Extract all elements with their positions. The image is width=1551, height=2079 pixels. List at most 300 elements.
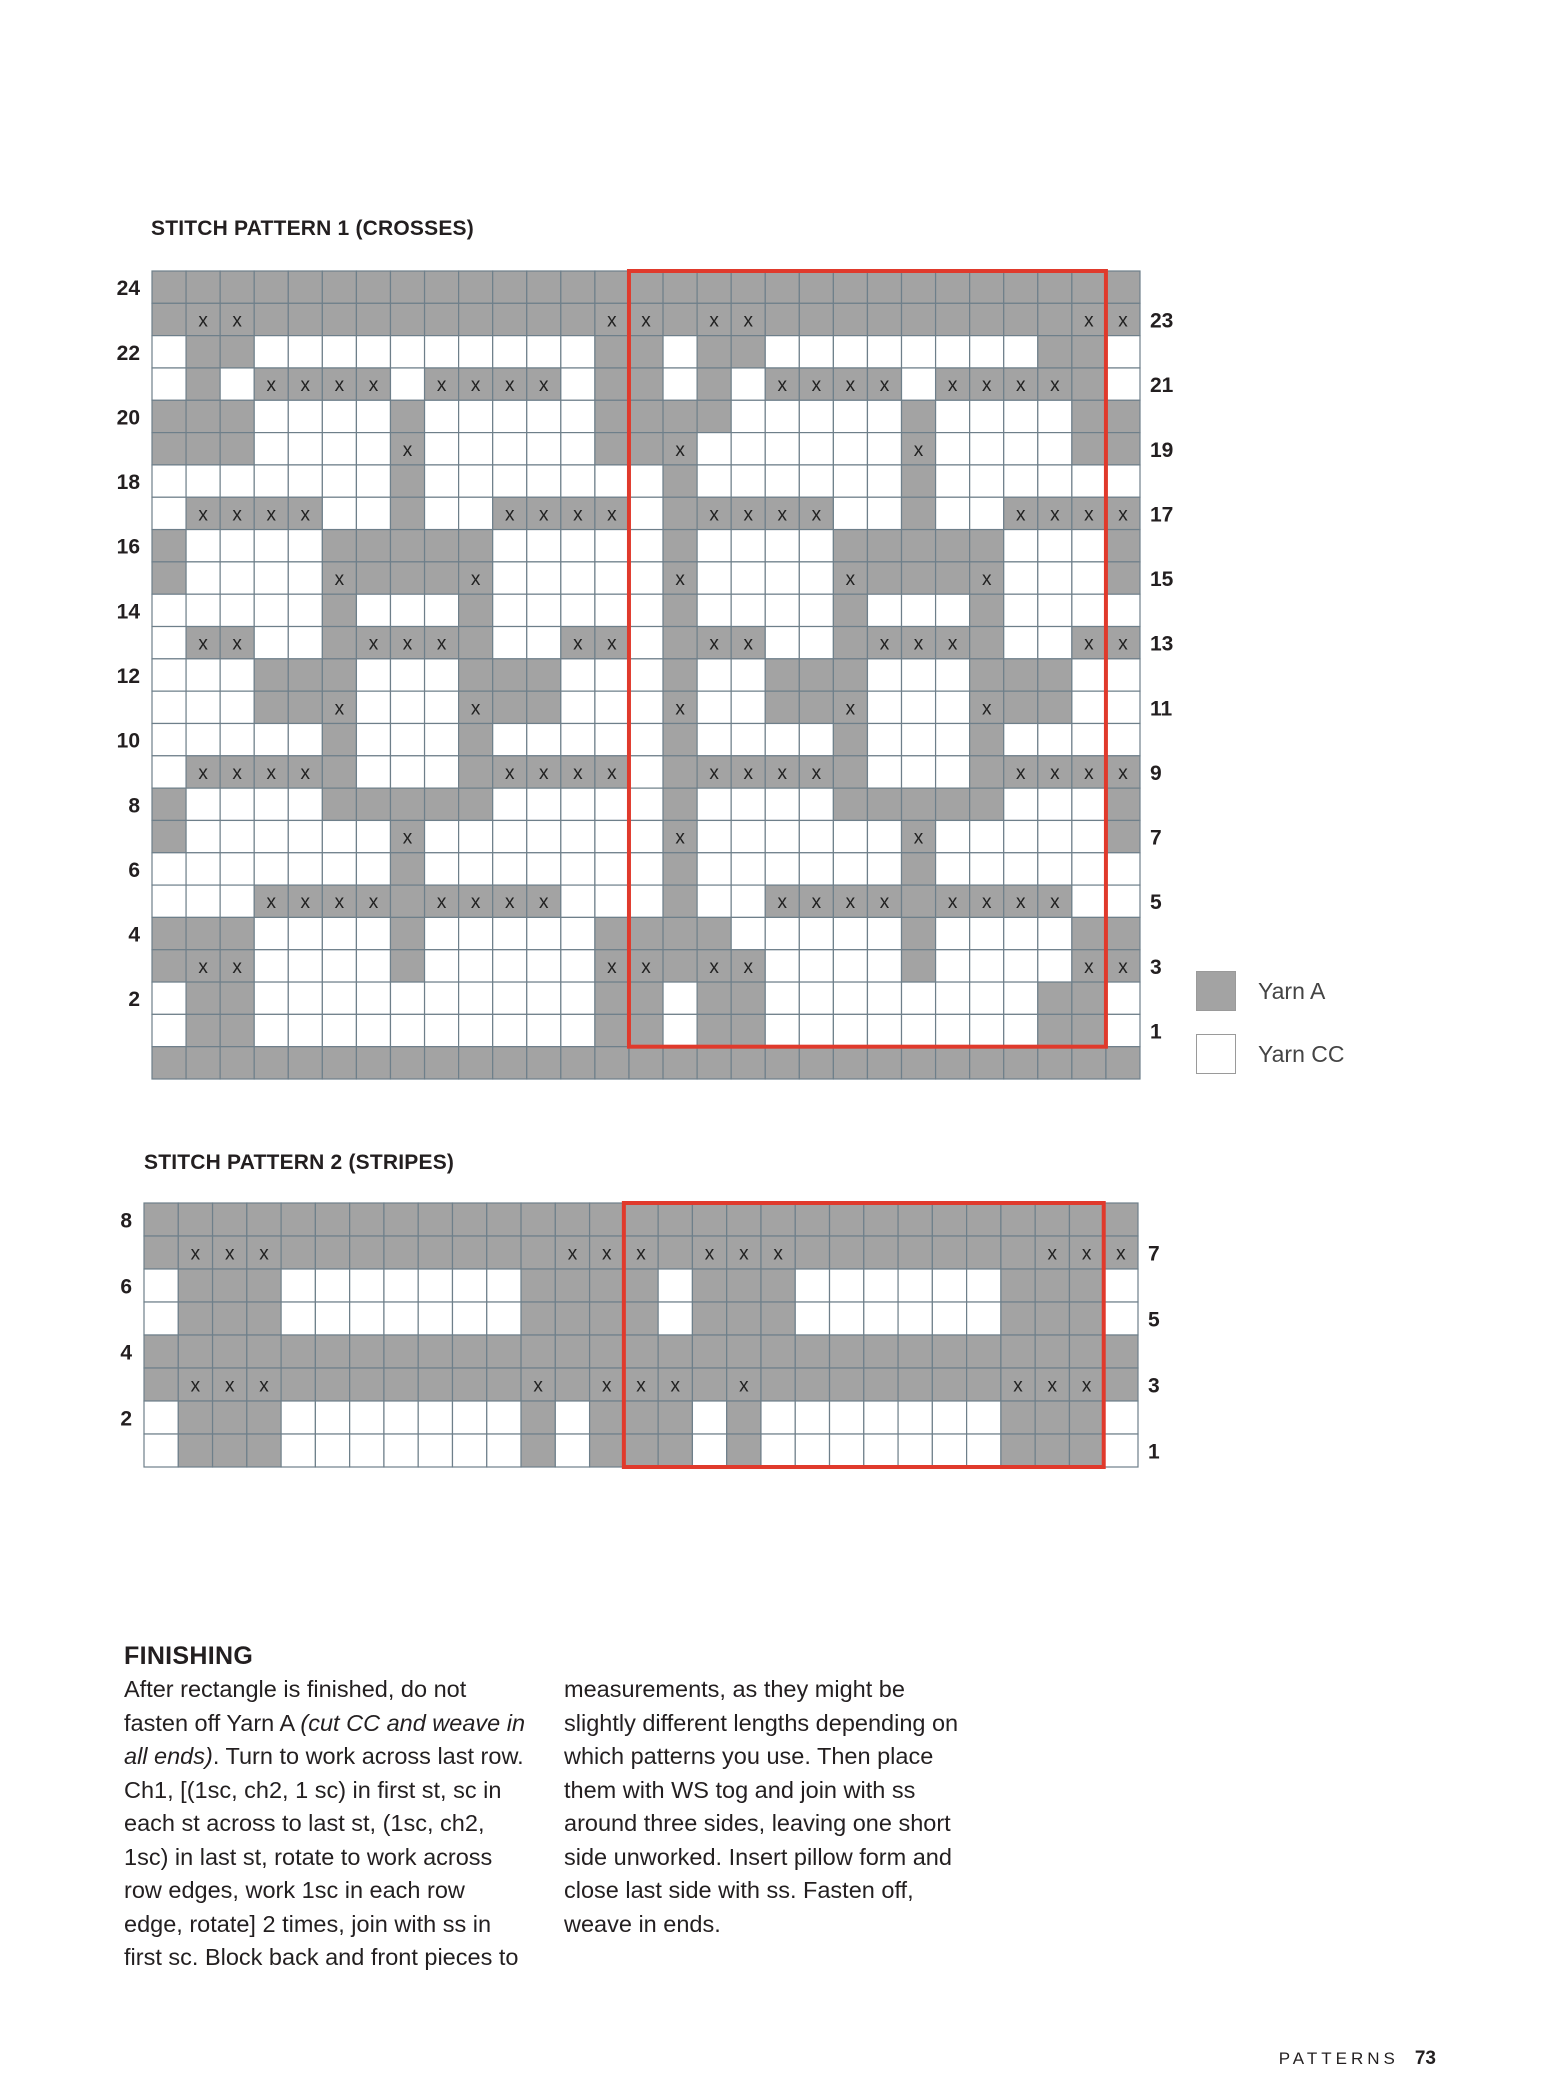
cc-cell xyxy=(658,1269,692,1302)
row-label-left: 22 xyxy=(116,341,140,365)
yarn-a-cell xyxy=(727,1203,761,1236)
stitch-x-mark: x xyxy=(1118,956,1128,978)
row-label-left: 14 xyxy=(116,600,140,624)
yarn-a-cell xyxy=(555,1302,589,1335)
stitch-x-mark: x xyxy=(224,1243,235,1265)
cc-cell xyxy=(967,1302,1001,1335)
yarn-a-cell xyxy=(487,1368,521,1401)
finishing-section xyxy=(124,1642,969,1975)
stitch-x-mark: x xyxy=(573,762,583,784)
stitch-x-mark: x xyxy=(709,504,719,526)
yarn-a-cell xyxy=(144,1368,178,1401)
cc-cell xyxy=(932,1269,966,1302)
yarn-a-cell xyxy=(1001,1236,1035,1269)
stitch-x-mark: x xyxy=(232,956,242,978)
stitch-x-mark: x xyxy=(777,762,788,784)
stitch-x-mark: x xyxy=(773,1243,783,1265)
yarn-a-cell xyxy=(213,1434,247,1467)
yarn-a-cell xyxy=(830,1335,864,1368)
yarn-a-cell xyxy=(658,1401,692,1434)
yarn-a-cell xyxy=(281,1236,315,1269)
cc-cell xyxy=(795,1269,829,1302)
cc-cell xyxy=(761,1401,795,1434)
stitch-x-mark: x xyxy=(198,956,208,978)
cc-cell xyxy=(315,1434,349,1467)
cc-cell xyxy=(487,1434,521,1467)
stitch-x-mark: x xyxy=(259,1243,269,1265)
yarn-a-cell xyxy=(864,1236,898,1269)
cc-cell xyxy=(1104,1434,1138,1467)
stitch-x-mark: x xyxy=(811,762,822,784)
cc-cell xyxy=(144,1269,178,1302)
yarn-a-cell xyxy=(521,1203,555,1236)
yarn-a-cell xyxy=(898,1335,932,1368)
cc-cell xyxy=(384,1434,418,1467)
row-label-left: 2 xyxy=(120,1407,132,1431)
yarn-a-cell xyxy=(350,1203,384,1236)
yarn-a-cell xyxy=(727,1302,761,1335)
stitch-x-mark: x xyxy=(636,1243,646,1265)
yarn-a-cell xyxy=(144,1236,178,1269)
stitch-x-mark: x xyxy=(368,375,379,397)
cc-cell xyxy=(418,1302,452,1335)
stitch-x-mark: x xyxy=(601,1243,612,1265)
cc-cell xyxy=(830,1401,864,1434)
yarn-a-cell xyxy=(315,1203,349,1236)
yarn-a-cell xyxy=(658,1203,692,1236)
cc-cell xyxy=(967,1434,1001,1467)
yarn-a-cell xyxy=(521,1401,555,1434)
stitch-x-mark: x xyxy=(539,892,549,914)
cc-cell xyxy=(761,1434,795,1467)
footer-section: PATTERNS xyxy=(1278,2049,1399,2068)
yarn-a-cell xyxy=(624,1401,658,1434)
cc-cell xyxy=(418,1434,452,1467)
yarn-a-cell xyxy=(315,1335,349,1368)
legend-yarn-a xyxy=(1196,971,1325,1011)
stitch-x-mark: x xyxy=(368,633,379,655)
yarn-a-cell xyxy=(1104,1368,1138,1401)
row-label-right: 3 xyxy=(1150,955,1162,979)
stitch-x-mark: x xyxy=(190,1375,201,1397)
cc-cell xyxy=(315,1302,349,1335)
cc-cell xyxy=(864,1302,898,1335)
yarn-a-cell xyxy=(521,1434,555,1467)
yarn-a-cell xyxy=(213,1203,247,1236)
yarn-a-cell xyxy=(555,1335,589,1368)
cc-cell xyxy=(898,1269,932,1302)
yarn-a-cell xyxy=(727,1335,761,1368)
stitch-x-mark: x xyxy=(607,956,617,978)
yarn-a-cell xyxy=(1035,1203,1069,1236)
stitch-x-mark: x xyxy=(641,956,651,978)
stitch-x-mark: x xyxy=(845,569,856,591)
stitch-x-mark: x xyxy=(1050,892,1060,914)
yarn-a-cell xyxy=(178,1269,212,1302)
cc-cell xyxy=(898,1434,932,1467)
cc-cell xyxy=(315,1269,349,1302)
cc-cell xyxy=(1104,1269,1138,1302)
stitch-x-mark: x xyxy=(198,633,208,655)
yarn-a-cell xyxy=(624,1203,658,1236)
stitch-x-mark: x xyxy=(1016,892,1026,914)
stitch-x-mark: x xyxy=(334,892,345,914)
yarn-a-cell xyxy=(384,1236,418,1269)
stitch-x-mark: x xyxy=(1047,1243,1058,1265)
row-label-left: 6 xyxy=(120,1275,132,1299)
cc-cell xyxy=(144,1401,178,1434)
stitch-x-mark: x xyxy=(981,375,992,397)
row-label-right: 21 xyxy=(1150,374,1174,398)
stitch-x-mark: x xyxy=(436,633,447,655)
cc-cell xyxy=(898,1302,932,1335)
stitch-x-mark: x xyxy=(811,504,822,526)
cc-cell xyxy=(452,1401,486,1434)
yarn-a-cell xyxy=(590,1302,624,1335)
stitch-x-mark: x xyxy=(709,633,719,655)
yarn-a-cell xyxy=(795,1368,829,1401)
cc-cell xyxy=(384,1302,418,1335)
cc-cell xyxy=(487,1302,521,1335)
yarn-a-cell xyxy=(555,1203,589,1236)
cc-cell xyxy=(932,1401,966,1434)
stitch-x-mark: x xyxy=(232,504,242,526)
stitch-x-mark: x xyxy=(266,504,276,526)
yarn-a-cell xyxy=(864,1368,898,1401)
yarn-a-cell xyxy=(555,1368,589,1401)
row-label-left: 18 xyxy=(116,471,140,495)
yarn-a-cell xyxy=(452,1203,486,1236)
cc-cell xyxy=(555,1434,589,1467)
yarn-a-cell xyxy=(658,1236,692,1269)
yarn-a-cell xyxy=(521,1302,555,1335)
yarn-a-cell xyxy=(932,1335,966,1368)
yarn-a-cell xyxy=(384,1368,418,1401)
yarn-a-cell xyxy=(281,1335,315,1368)
yarn-a-cell xyxy=(418,1236,452,1269)
stitch-x-mark: x xyxy=(1016,375,1026,397)
yarn-a-cell xyxy=(521,1335,555,1368)
yarn-a-cell xyxy=(864,1335,898,1368)
row-label-left: 8 xyxy=(128,794,140,818)
row-label-left: 20 xyxy=(116,406,140,430)
yarn-a-cell xyxy=(1104,1335,1138,1368)
stitch-x-mark: x xyxy=(504,375,515,397)
stitch-x-mark: x xyxy=(1050,762,1060,784)
stitch-x-mark: x xyxy=(533,1375,543,1397)
row-label-right: 1 xyxy=(1150,1020,1162,1044)
stitch-x-mark: x xyxy=(1050,504,1060,526)
chart2-title: STITCH PATTERN 2 (STRIPES) xyxy=(144,1151,455,1174)
yarn-cc-label: Yarn CC xyxy=(1258,1040,1345,1067)
cc-cell xyxy=(487,1269,521,1302)
stitch-x-mark: x xyxy=(300,892,311,914)
stitch-x-mark: x xyxy=(470,375,481,397)
yarn-a-cell xyxy=(555,1269,589,1302)
stitch-x-mark: x xyxy=(266,375,276,397)
row-label-right: 19 xyxy=(1150,438,1174,462)
yarn-a-cell xyxy=(281,1203,315,1236)
yarn-a-cell xyxy=(178,1434,212,1467)
finishing-text-1a: After rectangle is finished, do not fasten off Yarn A xyxy=(124,1676,467,1736)
yarn-a-cell xyxy=(590,1203,624,1236)
yarn-a-cell xyxy=(1001,1203,1035,1236)
stitch-x-mark: x xyxy=(224,1375,235,1397)
yarn-a-cell xyxy=(247,1203,281,1236)
yarn-a-cell xyxy=(1001,1269,1035,1302)
stitch-x-mark: x xyxy=(913,827,924,849)
stitch-x-mark: x xyxy=(300,762,311,784)
yarn-a-cell xyxy=(1001,1302,1035,1335)
stitch-x-mark: x xyxy=(709,956,719,978)
yarn-a-cell xyxy=(487,1203,521,1236)
stitch-x-mark: x xyxy=(1050,375,1060,397)
stitch-x-mark: x xyxy=(743,762,753,784)
yarn-a-cell xyxy=(144,1203,178,1236)
stitch-x-mark: x xyxy=(743,504,753,526)
yarn-a-cell xyxy=(1069,1401,1103,1434)
yarn-a-cell xyxy=(178,1335,212,1368)
row-label-right: 7 xyxy=(1148,1242,1160,1266)
stitch-x-mark: x xyxy=(675,439,685,461)
yarn-a-cell xyxy=(487,1335,521,1368)
stitch-x-mark: x xyxy=(402,439,413,461)
cc-cell xyxy=(281,1401,315,1434)
finishing-col-2: measurements, as they might be slightly different lengths depending on which patterns you use. Then place them with WS tog and join with ss around three sides, leaving one short side unworked. Insert pillow form and close last side with ss. Fasten off, weave in ends. xyxy=(564,1676,959,1937)
yarn-a-cell xyxy=(624,1434,658,1467)
finishing-heading: FINISHING xyxy=(124,1642,254,1670)
yarn-a-cell xyxy=(761,1203,795,1236)
row-label-left: 10 xyxy=(116,729,140,753)
yarn-a-cell xyxy=(178,1203,212,1236)
cc-cell xyxy=(967,1269,1001,1302)
cc-cell xyxy=(315,1401,349,1434)
yarn-a-cell xyxy=(624,1269,658,1302)
stitch-x-mark: x xyxy=(1118,633,1128,655)
stitch-x-mark: x xyxy=(1016,504,1026,526)
row-label-left: 24 xyxy=(116,277,140,301)
cc-cell xyxy=(281,1269,315,1302)
yarn-a-cell xyxy=(795,1203,829,1236)
stitch-x-mark: x xyxy=(947,892,958,914)
yarn-a-cell xyxy=(658,1335,692,1368)
yarn-a-cell xyxy=(967,1203,1001,1236)
stitch-x-mark: x xyxy=(709,310,719,332)
cc-cell xyxy=(281,1302,315,1335)
stitch-x-mark: x xyxy=(709,762,719,784)
stitch-x-mark: x xyxy=(470,698,481,720)
stitch-x-mark: x xyxy=(539,504,549,526)
stitch-x-mark: x xyxy=(470,569,481,591)
stitch-x-mark: x xyxy=(981,892,992,914)
stitch-x-mark: x xyxy=(601,1375,612,1397)
yarn-a-cell xyxy=(795,1335,829,1368)
row-label-right: 13 xyxy=(1150,632,1174,656)
yarn-a-cell xyxy=(1035,1335,1069,1368)
yarn-a-cell xyxy=(418,1203,452,1236)
yarn-a-cell xyxy=(727,1269,761,1302)
yarn-a-cell xyxy=(761,1302,795,1335)
cc-cell xyxy=(1104,1401,1138,1434)
yarn-a-cell xyxy=(1035,1401,1069,1434)
stitch-x-mark: x xyxy=(504,762,515,784)
cc-cell xyxy=(144,1434,178,1467)
cc-cell xyxy=(830,1269,864,1302)
yarn-a-cell xyxy=(487,1236,521,1269)
stitch-x-mark: x xyxy=(504,892,515,914)
stitch-x-mark: x xyxy=(743,310,753,332)
stitch-x-mark: x xyxy=(845,375,856,397)
row-label-right: 3 xyxy=(1148,1374,1160,1398)
cc-cell xyxy=(692,1434,726,1467)
legend-yarn-cc xyxy=(1196,1034,1345,1074)
yarn-a-cell xyxy=(1001,1434,1035,1467)
yarn-a-cell xyxy=(967,1335,1001,1368)
stitch-x-mark: x xyxy=(704,1243,715,1265)
stitch-x-mark: x xyxy=(1016,762,1026,784)
row-label-right: 15 xyxy=(1150,568,1174,592)
yarn-a-cell xyxy=(144,1335,178,1368)
stitch-x-mark: x xyxy=(573,504,583,526)
finishing-text-1b: (cut CC and weave in all ends) xyxy=(124,1709,526,1769)
yarn-a-cell xyxy=(1035,1269,1069,1302)
stitch-x-mark: x xyxy=(266,762,276,784)
yarn-a-cell xyxy=(1069,1434,1103,1467)
stitch-x-mark: x xyxy=(300,504,311,526)
yarn-a-cell xyxy=(658,1434,692,1467)
yarn-a-cell xyxy=(521,1269,555,1302)
yarn-a-cell xyxy=(178,1401,212,1434)
stitch-x-mark: x xyxy=(198,504,208,526)
yarn-a-cell xyxy=(350,1335,384,1368)
yarn-a-cell xyxy=(795,1236,829,1269)
row-label-left: 6 xyxy=(128,858,140,882)
cc-cell xyxy=(452,1434,486,1467)
row-label-right: 7 xyxy=(1150,826,1162,850)
yarn-a-cell xyxy=(967,1236,1001,1269)
yarn-a-cell xyxy=(315,1368,349,1401)
yarn-a-cell xyxy=(247,1302,281,1335)
yarn-a-swatch xyxy=(1196,971,1236,1011)
stitch-x-mark: x xyxy=(845,892,856,914)
stitch-x-mark: x xyxy=(334,569,345,591)
stitch-x-mark: x xyxy=(1084,956,1094,978)
yarn-a-cell xyxy=(1069,1335,1103,1368)
stitch-x-mark: x xyxy=(1084,762,1094,784)
stitch-x-mark: x xyxy=(402,633,413,655)
cc-cell xyxy=(692,1401,726,1434)
yarn-a-cell xyxy=(213,1401,247,1434)
row-label-right: 9 xyxy=(1150,761,1162,785)
yarn-a-cell xyxy=(830,1368,864,1401)
stitch-x-mark: x xyxy=(743,956,753,978)
stitch-x-mark: x xyxy=(670,1375,681,1397)
stitch-x-mark: x xyxy=(504,504,515,526)
cc-cell xyxy=(864,1434,898,1467)
yarn-a-cell xyxy=(384,1335,418,1368)
row-label-right: 17 xyxy=(1150,503,1174,527)
stitch-x-mark: x xyxy=(1116,1243,1126,1265)
stitch-x-mark: x xyxy=(739,1243,749,1265)
stitch-x-mark: x xyxy=(334,375,345,397)
yarn-a-cell xyxy=(452,1236,486,1269)
stitch-x-mark: x xyxy=(845,698,856,720)
yarn-a-cell xyxy=(692,1335,726,1368)
stitch-x-mark: x xyxy=(879,892,890,914)
yarn-a-cell xyxy=(213,1302,247,1335)
yarn-a-cell xyxy=(247,1434,281,1467)
stitch-x-mark: x xyxy=(675,569,685,591)
cc-cell xyxy=(350,1434,384,1467)
yarn-a-cell xyxy=(864,1203,898,1236)
stitch-x-mark: x xyxy=(190,1243,201,1265)
yarn-a-cell xyxy=(590,1401,624,1434)
yarn-a-cell xyxy=(1035,1434,1069,1467)
cc-cell xyxy=(864,1269,898,1302)
yarn-a-cell xyxy=(932,1203,966,1236)
yarn-a-cell xyxy=(350,1368,384,1401)
yarn-a-cell xyxy=(932,1368,966,1401)
cc-cell xyxy=(932,1302,966,1335)
row-label-right: 5 xyxy=(1150,891,1162,915)
stitch-x-mark: x xyxy=(539,762,549,784)
stitch-x-mark: x xyxy=(981,569,992,591)
stitch-x-mark: x xyxy=(300,375,311,397)
yarn-a-label: Yarn A xyxy=(1258,977,1326,1004)
yarn-a-cell xyxy=(1069,1269,1103,1302)
stitch-x-mark: x xyxy=(266,892,276,914)
yarn-a-cell xyxy=(418,1335,452,1368)
cc-cell xyxy=(795,1401,829,1434)
yarn-a-cell xyxy=(1104,1203,1138,1236)
stitch-x-mark: x xyxy=(1081,1375,1092,1397)
cc-cell xyxy=(1104,1302,1138,1335)
stitch-x-mark: x xyxy=(436,375,447,397)
yarn-a-cell xyxy=(692,1269,726,1302)
stitch-x-mark: x xyxy=(1084,504,1094,526)
yarn-a-cell xyxy=(247,1401,281,1434)
yarn-a-cell xyxy=(247,1335,281,1368)
cc-cell xyxy=(795,1302,829,1335)
yarn-a-cell xyxy=(213,1335,247,1368)
stitch-x-mark: x xyxy=(232,633,242,655)
yarn-a-cell xyxy=(932,1236,966,1269)
row-label-right: 1 xyxy=(1148,1440,1160,1464)
yarn-a-cell xyxy=(418,1368,452,1401)
cc-cell xyxy=(452,1269,486,1302)
yarn-a-cell xyxy=(624,1302,658,1335)
cc-cell xyxy=(144,1302,178,1335)
cc-cell xyxy=(830,1434,864,1467)
cc-cell xyxy=(658,1302,692,1335)
cc-cell xyxy=(932,1434,966,1467)
stitch-x-mark: x xyxy=(636,1375,646,1397)
row-label-left: 8 xyxy=(120,1209,132,1233)
yarn-a-cell xyxy=(315,1236,349,1269)
stitch-x-mark: x xyxy=(811,375,822,397)
yarn-a-cell xyxy=(1035,1302,1069,1335)
cc-cell xyxy=(864,1401,898,1434)
stitch-x-mark: x xyxy=(777,892,788,914)
stitch-x-mark: x xyxy=(947,633,958,655)
yarn-a-cell xyxy=(281,1368,315,1401)
yarn-a-cell xyxy=(521,1236,555,1269)
stitch-x-mark: x xyxy=(436,892,447,914)
cc-cell xyxy=(384,1401,418,1434)
stitch-x-mark: x xyxy=(811,892,822,914)
yarn-a-cell xyxy=(830,1203,864,1236)
row-label-right: 11 xyxy=(1150,697,1173,721)
